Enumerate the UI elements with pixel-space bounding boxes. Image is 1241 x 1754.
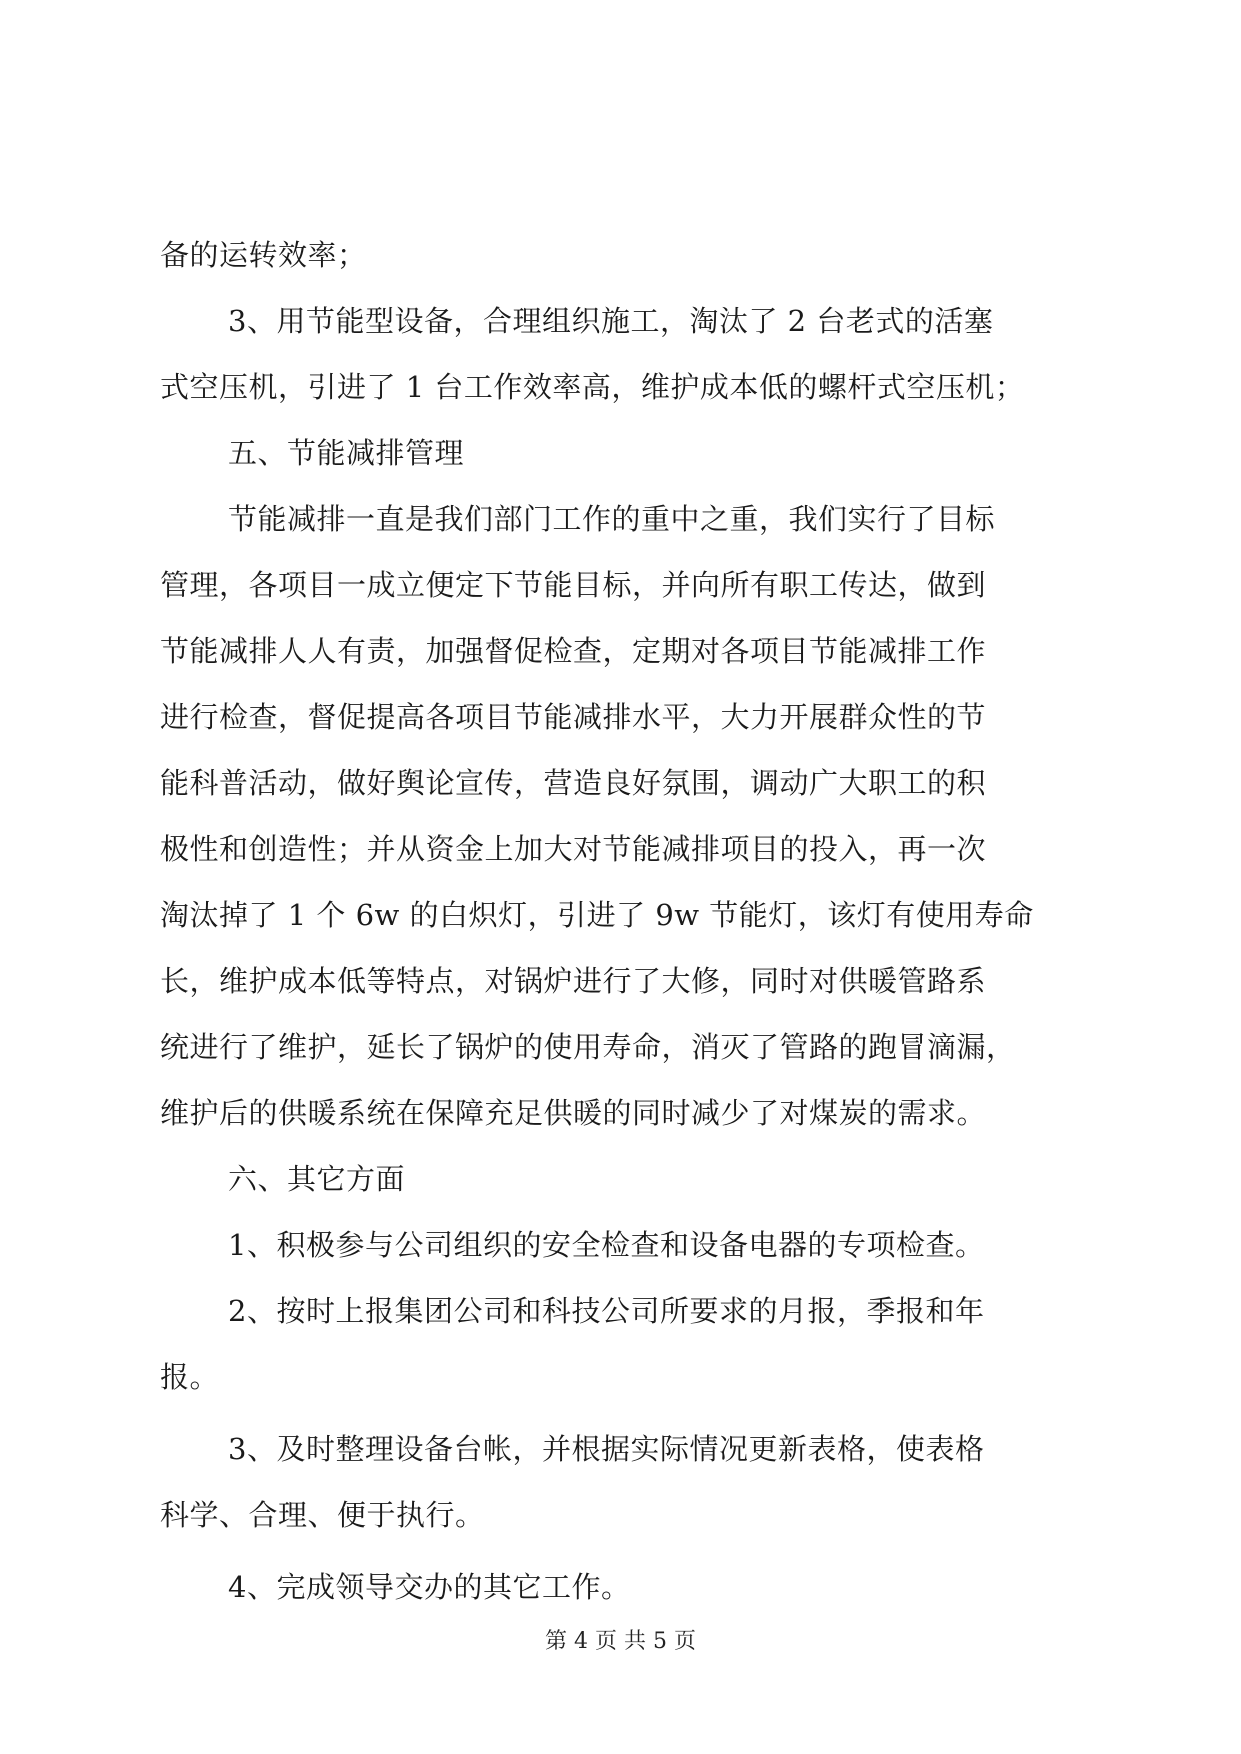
body-line: 节能减排人人有责，加强督促检查，定期对各项目节能减排工作	[160, 634, 987, 668]
list-item-continuation: 科学、合理、便于执行。	[160, 1498, 485, 1532]
body-line: 备的运转效率；	[160, 238, 367, 272]
body-line: 能科普活动，做好舆论宣传，营造良好氛围，调动广大职工的积	[160, 766, 987, 800]
list-item: 4、完成领导交办的其它工作。	[228, 1570, 631, 1604]
page-number-footer: 第 4 页 共 5 页	[545, 1629, 696, 1654]
body-line: 式空压机，引进了 1 台工作效率高，维护成本低的螺杆式空压机；	[160, 370, 1025, 404]
body-line: 管理，各项目一成立便定下节能目标，并向所有职工传达，做到	[160, 568, 987, 602]
list-item: 1、积极参与公司组织的安全检查和设备电器的专项检查。	[228, 1228, 985, 1262]
body-line: 维护后的供暖系统在保障充足供暖的同时减少了对煤炭的需求。	[160, 1096, 987, 1130]
list-item: 2、按时上报集团公司和科技公司所要求的月报，季报和年	[228, 1294, 985, 1328]
body-line: 进行检查，督促提高各项目节能减排水平，大力开展群众性的节	[160, 700, 987, 734]
document-body	[160, 222, 1090, 1620]
body-line: 3、用节能型设备，合理组织施工，淘汰了 2 台老式的活塞	[228, 304, 994, 338]
section-heading: 六、其它方面	[228, 1162, 406, 1196]
body-line: 淘汰掉了 1 个 6w 的白炽灯，引进了 9w 节能灯，该灯有使用寿命	[160, 898, 1034, 932]
list-item: 3、及时整理设备台帐，并根据实际情况更新表格，使表格	[228, 1432, 985, 1466]
body-line: 极性和创造性；并从资金上加大对节能减排项目的投入，再一次	[160, 832, 987, 866]
list-item-continuation: 报。	[160, 1360, 220, 1394]
section-heading: 五、节能减排管理	[228, 436, 465, 470]
body-line: 长，维护成本低等特点，对锅炉进行了大修，同时对供暖管路系	[160, 964, 987, 998]
body-line: 统进行了维护，延长了锅炉的使用寿命，消灭了管路的跑冒滴漏，	[160, 1030, 1016, 1064]
body-line: 节能减排一直是我们部门工作的重中之重，我们实行了目标	[228, 502, 996, 536]
